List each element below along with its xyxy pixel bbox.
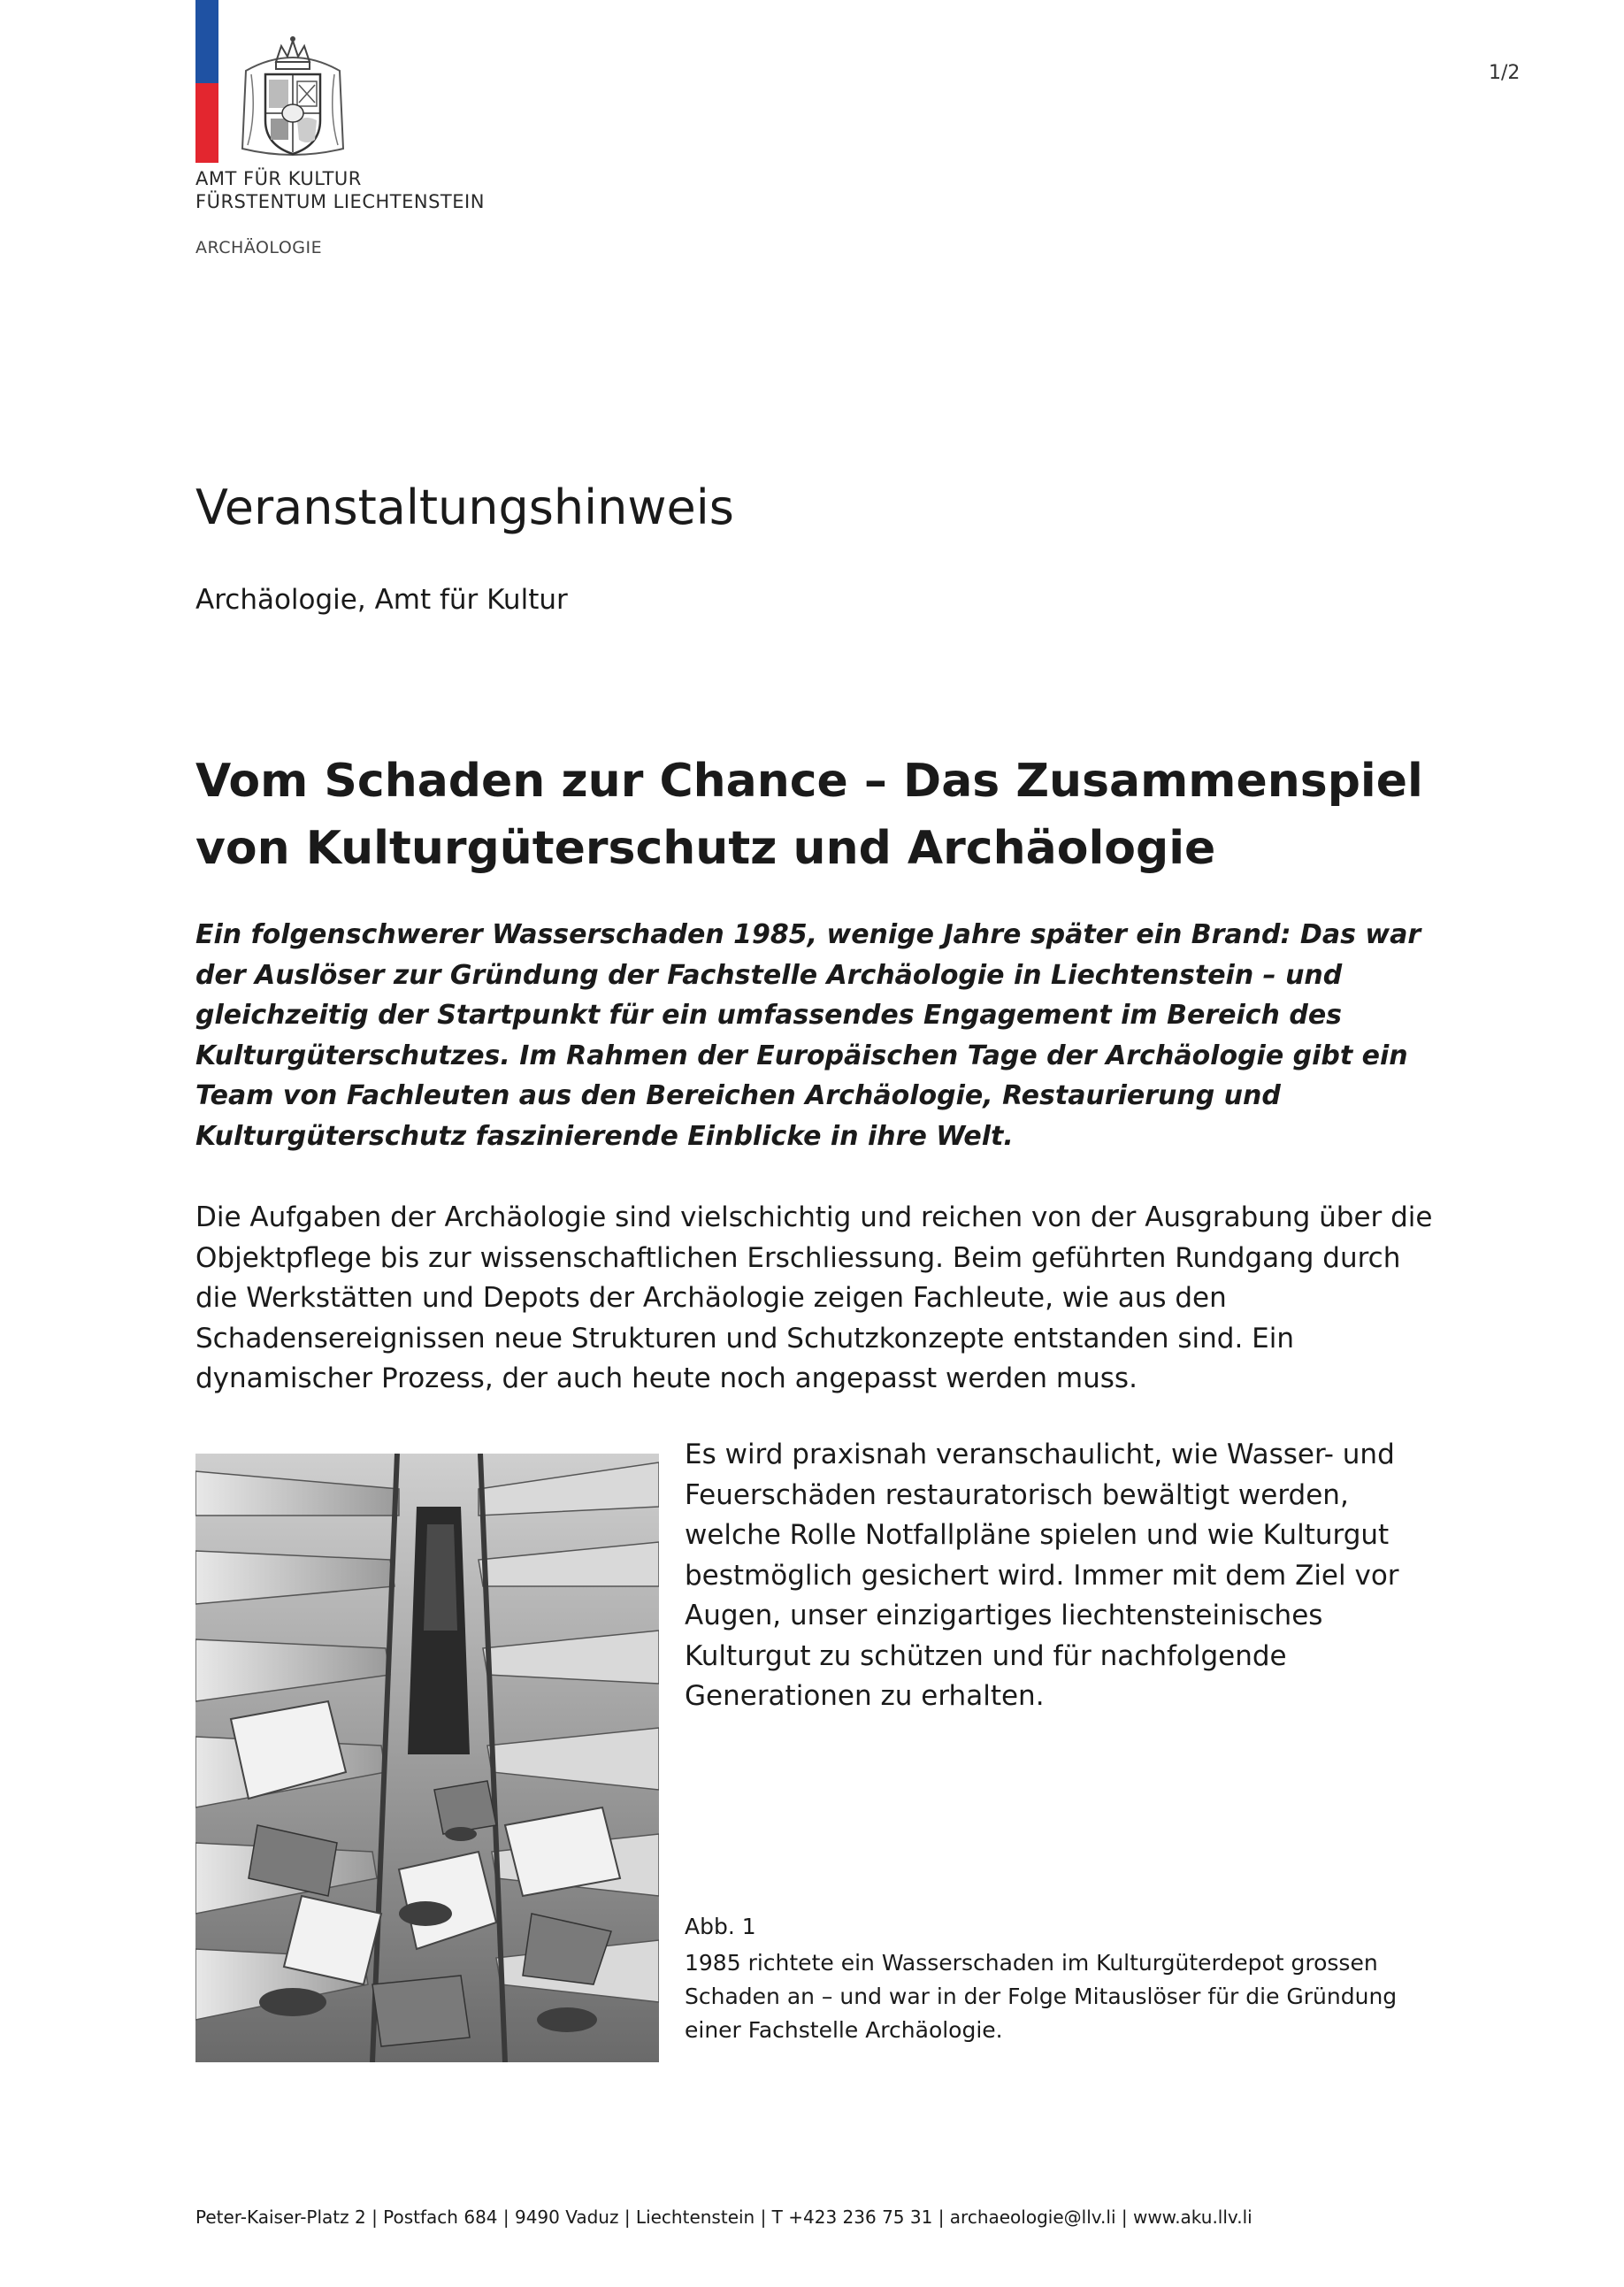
page-number: 1/2 [1489, 62, 1521, 84]
document-subtitle: Archäologie, Amt für Kultur [195, 584, 568, 616]
department-name: ARCHÄOLOGIE [195, 238, 323, 257]
flag-red-stripe [195, 83, 218, 163]
figure-caption: 1985 richtete ein Wasserschaden im Kulturgüterdepot grossen Schaden an – und war in der Folge Mitauslöser für die Gründung einer Fachstelle Archäologie. [685, 1950, 1398, 2043]
org-name-line-1: AMT FÜR KULTUR [195, 168, 362, 189]
footer-contact: Peter-Kaiser-Platz 2 | Postfach 684 | 9490 Vaduz | Liechtenstein | T +423 236 75 31 | archaeologie@llv.li | www.aku.llv.li [195, 2206, 1252, 2228]
body-paragraph: Die Aufgaben der Archäologie sind vielschichtig und reichen von der Ausgrabung über die Objektpflege bis zur wissenschaftlichen Erschliessung. Beim geführten Rundgang durch die Werkstätten und Depots der Archäologie zeigen Fachleute, wie aus den Schadensereignissen neue Strukturen und Schutzkonzepte entstanden sind. Ein dynamischer Prozess, der auch heute noch angepasst werden muss. [195, 1201, 1433, 1394]
coat-of-arms-icon [239, 35, 347, 163]
flag-blue-stripe [195, 0, 218, 83]
figure-label: Abb. 1 [685, 1914, 756, 1939]
lead-paragraph: Ein folgenschwerer Wasserschaden 1985, wenige Jahre später ein Brand: Das war der Auslöser zur Gründung der Fachstelle Archäologie in Liechtenstein – und gleichzeitig der Startpunkt für ein umfassendes Engagement im Bereich des Kulturgüterschutzes. Im Rahmen der Europäischen Tage der Archäologie gibt ein Team von Fachleuten aus den Bereichen Archäologie, Restaurierung und Kulturgüterschutz faszinierende Einblicke in ihre Welt. [195, 919, 1421, 1152]
side-paragraph: Es wird praxisnah veranschaulicht, wie Wasser- und Feuerschäden restauratorisch bewältigt werden, welche Rolle Notfallpläne spielen und wie Kulturgut bestmöglich gesichert wird. Immer mit dem Ziel vor Augen, unser einzigartiges liechtensteinisches Kulturgut zu schützen und für nachfolgende Generationen zu erhalten. [685, 1439, 1399, 1712]
depot-damage-photo [195, 1454, 659, 2062]
org-name-line-2: FÜRSTENTUM LIECHTENSTEIN [195, 191, 485, 212]
document-type-heading: Veranstaltungshinweis [195, 480, 734, 535]
event-headline: Vom Schaden zur Chance – Das Zusammenspiel von Kulturgüterschutz und Archäologie [195, 755, 1423, 875]
